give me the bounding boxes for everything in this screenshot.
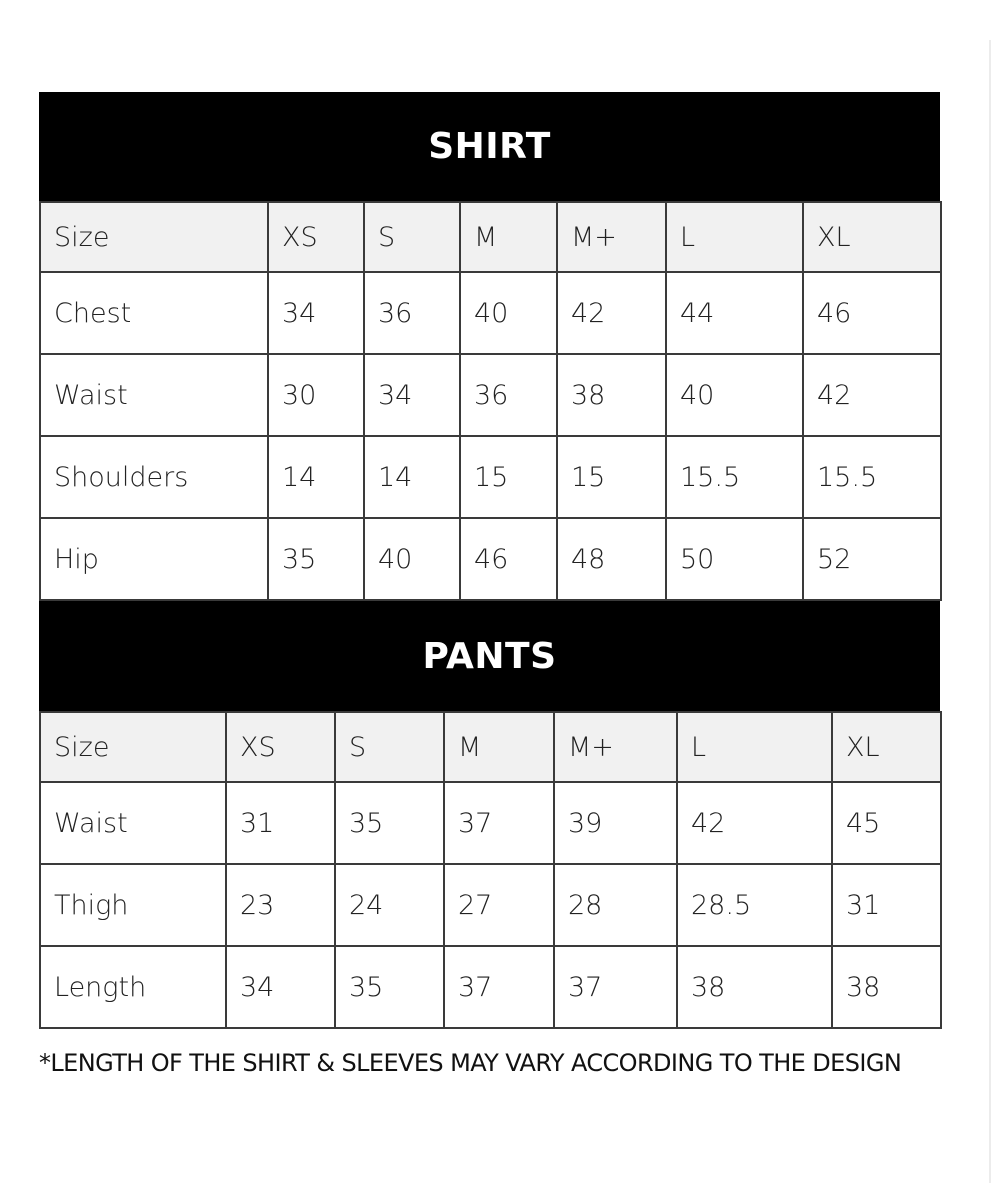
size-chart	[39, 92, 940, 1077]
page-edge-divider	[989, 40, 991, 1183]
pants-section-title: PANTS	[39, 601, 940, 711]
pants-header-m: M	[444, 712, 554, 782]
table-cell: 40	[460, 272, 557, 354]
table-cell: 15.5	[666, 436, 803, 518]
pants-row-waist	[40, 782, 941, 864]
table-cell: 46	[803, 272, 941, 354]
table-cell: 28.5	[677, 864, 832, 946]
pants-header-l: L	[677, 712, 832, 782]
shirt-row-hip	[40, 518, 941, 600]
table-cell: 37	[444, 782, 554, 864]
table-cell: 42	[803, 354, 941, 436]
shirt-size-table	[39, 201, 942, 601]
table-cell: 42	[557, 272, 666, 354]
pants-size-table	[39, 711, 942, 1029]
table-cell: 35	[335, 782, 444, 864]
table-cell-label: Shoulders	[40, 436, 268, 518]
table-cell-label: Waist	[40, 782, 226, 864]
shirt-row-waist	[40, 354, 941, 436]
table-cell: 38	[677, 946, 832, 1028]
shirt-header-xs: XS	[268, 202, 364, 272]
table-cell: 39	[554, 782, 677, 864]
shirt-header-size: Size	[40, 202, 268, 272]
pants-header-s: S	[335, 712, 444, 782]
table-cell: 30	[268, 354, 364, 436]
table-cell-label: Length	[40, 946, 226, 1028]
size-chart-footnote: *LENGTH OF THE SHIRT & SLEEVES MAY VARY ACCORDING TO THE DESIGN	[39, 1049, 902, 1077]
pants-header-xl: XL	[832, 712, 941, 782]
table-cell: 14	[268, 436, 364, 518]
shirt-header-m-plus: M+	[557, 202, 666, 272]
table-cell: 44	[666, 272, 803, 354]
pants-row-length	[40, 946, 941, 1028]
pants-header-size: Size	[40, 712, 226, 782]
table-cell: 42	[677, 782, 832, 864]
table-cell: 31	[832, 864, 941, 946]
table-cell: 34	[268, 272, 364, 354]
shirt-row-shoulders	[40, 436, 941, 518]
table-cell: 15	[557, 436, 666, 518]
table-cell: 14	[364, 436, 460, 518]
shirt-header-row	[40, 202, 941, 272]
table-cell: 23	[226, 864, 335, 946]
table-cell: 40	[364, 518, 460, 600]
table-cell: 24	[335, 864, 444, 946]
table-cell-label: Thigh	[40, 864, 226, 946]
table-cell: 45	[832, 782, 941, 864]
table-cell: 37	[554, 946, 677, 1028]
shirt-header-m: M	[460, 202, 557, 272]
shirt-header-l: L	[666, 202, 803, 272]
table-cell: 38	[832, 946, 941, 1028]
table-cell: 52	[803, 518, 941, 600]
pants-header-xs: XS	[226, 712, 335, 782]
table-cell: 31	[226, 782, 335, 864]
table-cell: 34	[226, 946, 335, 1028]
table-cell: 15	[460, 436, 557, 518]
table-cell: 15.5	[803, 436, 941, 518]
table-cell: 46	[460, 518, 557, 600]
table-cell: 36	[460, 354, 557, 436]
table-cell: 27	[444, 864, 554, 946]
pants-header-m-plus: M+	[554, 712, 677, 782]
table-cell: 37	[444, 946, 554, 1028]
table-cell: 38	[557, 354, 666, 436]
table-cell-label: Waist	[40, 354, 268, 436]
table-cell: 34	[364, 354, 460, 436]
pants-row-thigh	[40, 864, 941, 946]
table-cell: 28	[554, 864, 677, 946]
table-cell: 36	[364, 272, 460, 354]
table-cell: 50	[666, 518, 803, 600]
table-cell: 35	[268, 518, 364, 600]
table-cell: 48	[557, 518, 666, 600]
shirt-section-title: SHIRT	[39, 92, 940, 201]
shirt-header-s: S	[364, 202, 460, 272]
table-cell-label: Chest	[40, 272, 268, 354]
table-cell: 35	[335, 946, 444, 1028]
shirt-row-chest	[40, 272, 941, 354]
table-cell: 40	[666, 354, 803, 436]
pants-header-row	[40, 712, 941, 782]
shirt-header-xl: XL	[803, 202, 941, 272]
table-cell-label: Hip	[40, 518, 268, 600]
